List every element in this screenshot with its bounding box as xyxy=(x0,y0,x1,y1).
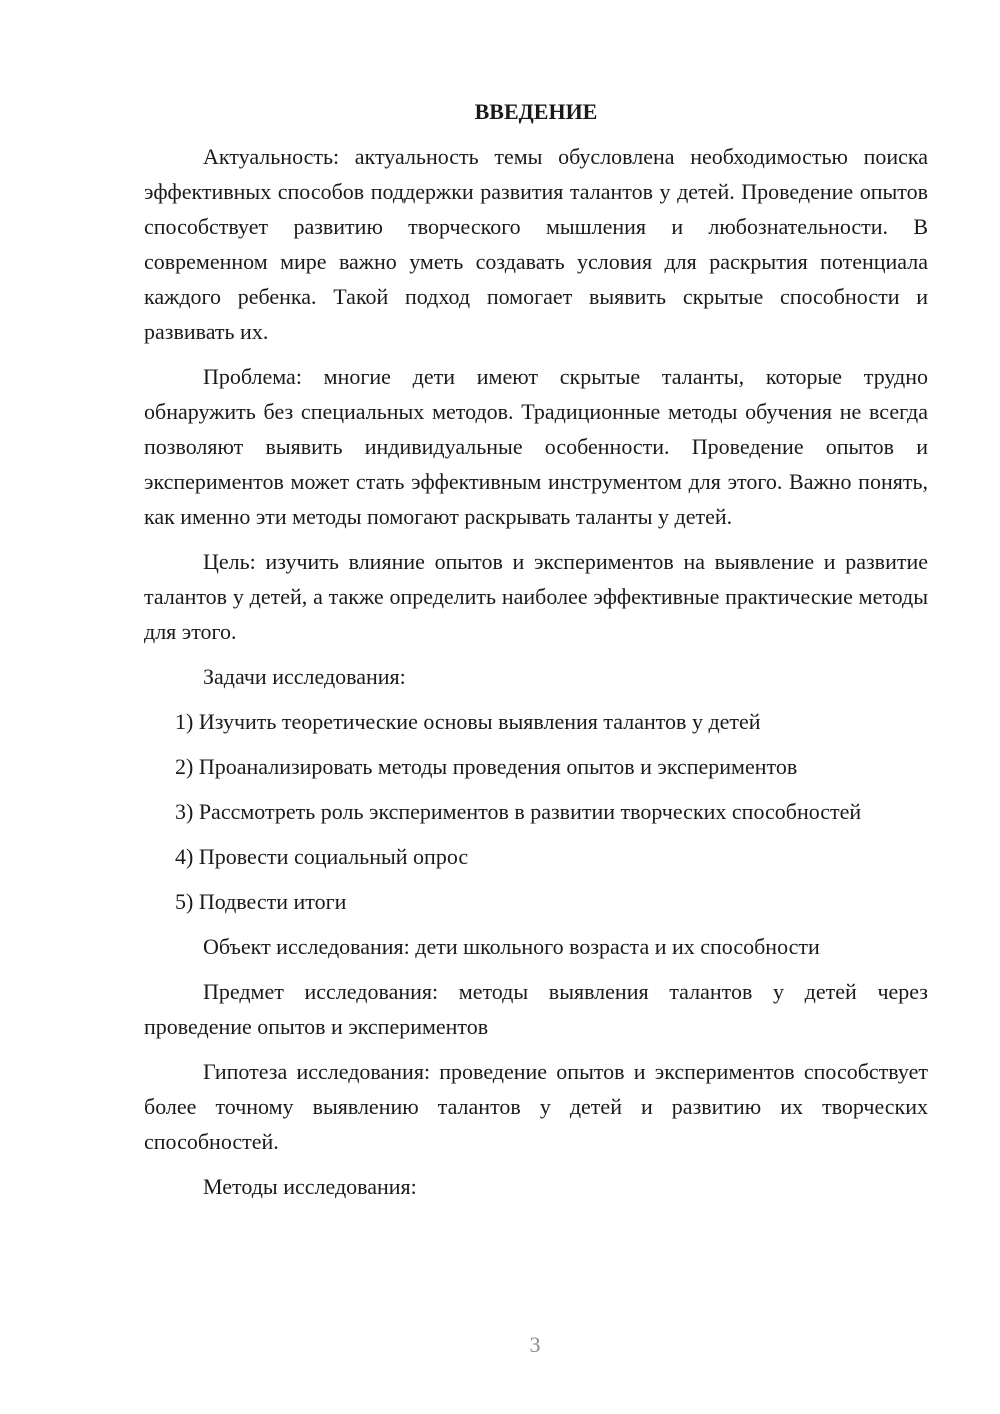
problem-paragraph: Проблема: многие дети имеют скрытые таланты, которые трудно обнаружить без специальных методов. Традиционные методы обучения не всегда позволяют выявить индивидуальные особенности. Проведение опытов и экспериментов может стать эффективным инструментом для этого. Важно понять, как именно эти методы помогают раскрывать таланты у детей. xyxy=(144,364,928,529)
task-item: 3) Рассмотреть роль экспериментов в развитии творческих способностей xyxy=(175,799,862,824)
methods-heading: Методы исследования: xyxy=(203,1174,417,1199)
relevance-paragraph: Актуальность: актуальность темы обусловлена необходимостью поиска эффективных способов поддержки развития талантов у детей. Проведение опытов способствует развитию творческого мышления и любознательности. В современном мире важно уметь создавать условия для раскрытия потенциала каждого ребенка. Такой подход помогает выявить скрытые способности и развивать их. xyxy=(144,144,928,344)
task-item: 2) Проанализировать методы проведения опытов и экспериментов xyxy=(175,754,798,779)
tasks-heading: Задачи исследования: xyxy=(203,664,406,689)
page-number: 3 xyxy=(529,1332,541,1357)
task-item: 4) Провести социальный опрос xyxy=(175,844,469,869)
task-item: 5) Подвести итоги xyxy=(175,889,347,914)
goal-paragraph: Цель: изучить влияние опытов и экспериментов на выявление и развитие талантов у детей, а также определить наиболее эффективные практические методы для этого. xyxy=(144,549,928,644)
page-content xyxy=(144,94,928,1214)
subject-paragraph: Предмет исследования: методы выявления талантов у детей через проведение опытов и экспериментов xyxy=(144,979,928,1039)
object-paragraph: Объект исследования: дети школьного возраста и их способности xyxy=(203,934,820,959)
task-item: 1) Изучить теоретические основы выявления талантов у детей xyxy=(175,709,761,734)
section-heading: ВВЕДЕНИЕ xyxy=(474,99,598,124)
hypothesis-paragraph: Гипотеза исследования: проведение опытов и экспериментов способствует более точному выявлению талантов у детей и развитию их творческих способностей. xyxy=(144,1059,928,1154)
